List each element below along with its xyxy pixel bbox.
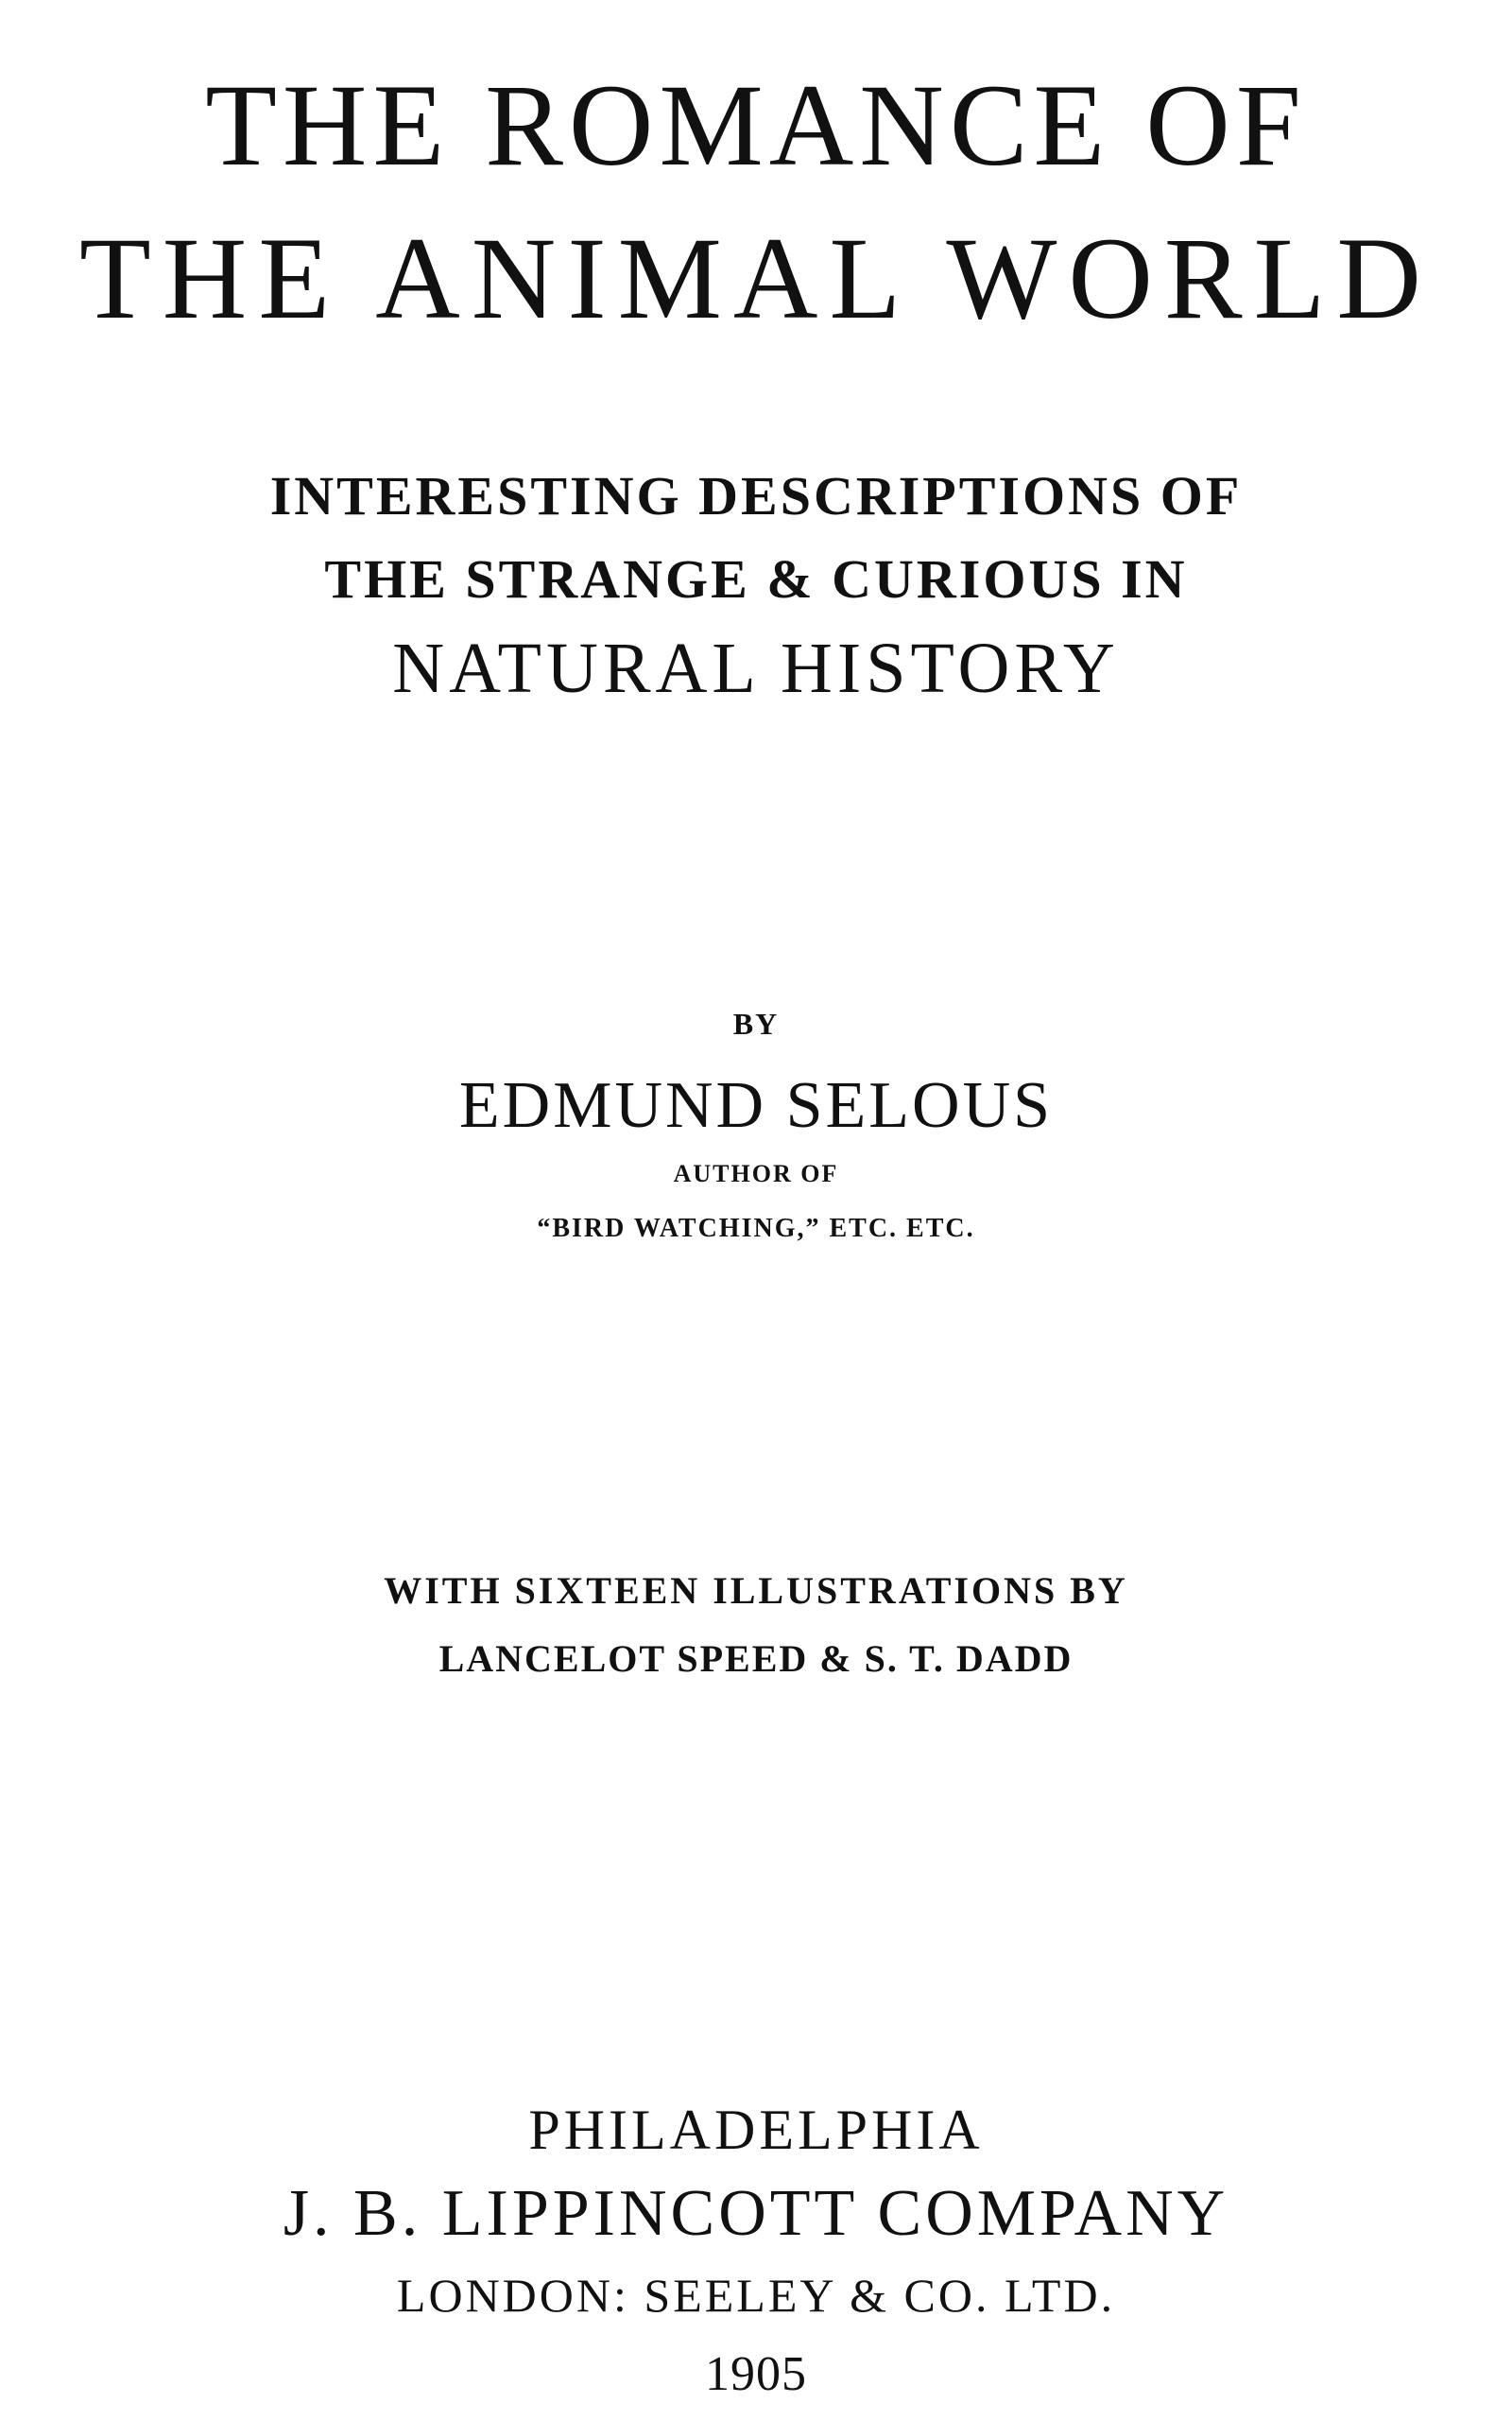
subtitle-line-1: INTERESTING DESCRIPTIONS OF <box>269 465 1243 527</box>
imprint-publisher: J. B. LIPPINCOTT COMPANY <box>283 2177 1229 2250</box>
subtitle-line-3: NATURAL HISTORY <box>392 629 1120 708</box>
author-of-label: AUTHOR OF <box>673 1160 839 1187</box>
illustrations-line-1: WITH SIXTEEN ILLUSTRATIONS BY <box>384 1569 1128 1612</box>
imprint-city: PHILADELPHIA <box>528 2099 984 2161</box>
imprint-year: 1905 <box>705 2347 807 2401</box>
by-label: BY <box>732 1007 780 1041</box>
title-line-1: THE ROMANCE OF <box>205 60 1307 190</box>
title-line-2: THE ANIMAL WORLD <box>79 214 1433 343</box>
author-name: EDMUND SELOUS <box>458 1069 1054 1142</box>
subtitle-line-2: THE STRANGE & CURIOUS IN <box>324 548 1188 610</box>
author-works: “BIRD WATCHING,” ETC. ETC. <box>537 1214 975 1243</box>
imprint-london: LONDON: SEELEY & CO. LTD. <box>396 2269 1116 2322</box>
illustrations-line-2: LANCELOT SPEED & S. T. DADD <box>438 1637 1074 1680</box>
